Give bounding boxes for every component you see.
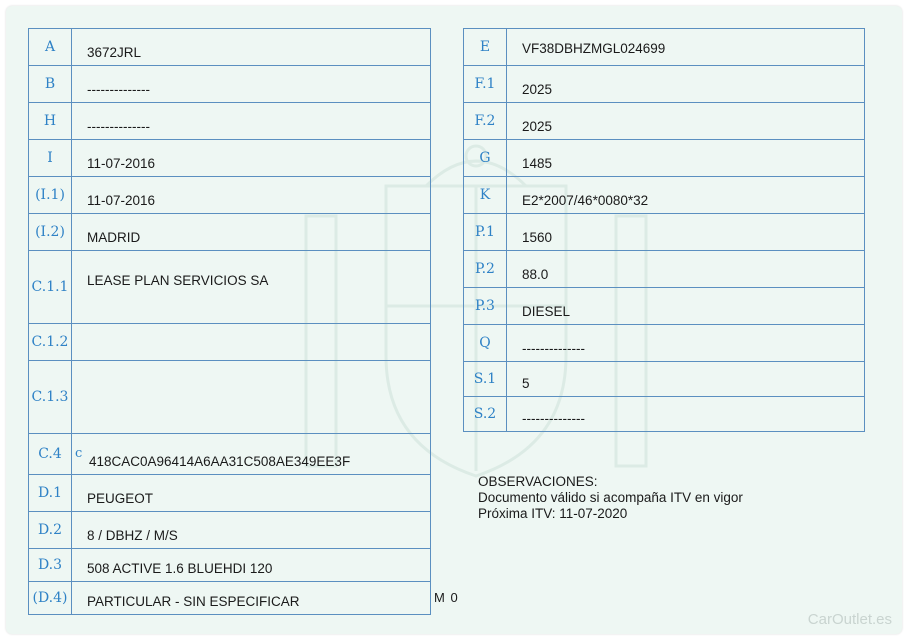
field-value: 508 ACTIVE 1.6 BLUEHDI 120: [87, 561, 273, 576]
field-code: Q: [464, 325, 507, 361]
field-value: 11-07-2016: [87, 193, 156, 208]
field-code: (D.4): [29, 582, 72, 614]
field-value: PEUGEOT: [87, 491, 154, 506]
document-page: [6, 6, 902, 634]
field-value: LEASE PLAN SERVICIOS SA: [87, 273, 269, 288]
field-row-c12: [29, 324, 430, 361]
field-value: DIESEL: [522, 304, 571, 319]
field-row-s1: [464, 362, 864, 397]
field-code: K: [464, 177, 507, 213]
field-code: B: [29, 66, 72, 102]
field-row-p2: [464, 251, 864, 288]
field-row-d2: [29, 512, 430, 549]
field-row-b: [29, 66, 430, 103]
field-value: --------------: [87, 119, 150, 134]
field-value: 2025: [522, 119, 553, 134]
field-code: C.1.1: [29, 251, 72, 323]
field-code: H: [29, 103, 72, 139]
observations-line: Documento válido si acompaña ITV en vigor: [478, 490, 743, 505]
field-value: VF38DBHZMGL024699: [522, 41, 666, 56]
field-code: F.1: [464, 66, 507, 102]
field-code: C.1.3: [29, 361, 72, 433]
field-row-c4: [29, 434, 430, 475]
field-code: D.3: [29, 549, 72, 581]
field-code: P.3: [464, 288, 507, 324]
field-value: 3672JRL: [87, 45, 142, 60]
field-value: 5: [522, 376, 530, 391]
field-code: (I.1): [29, 177, 72, 213]
field-row-c11: [29, 251, 430, 324]
field-value: 1560: [522, 230, 553, 245]
field-code: A: [29, 29, 72, 65]
field-row-i: [29, 140, 430, 177]
field-row-d3: [29, 549, 430, 582]
field-code: E: [464, 29, 507, 65]
field-value: 1485: [522, 156, 553, 171]
watermark-text: CarOutlet.es: [807, 611, 892, 628]
stamp-code: M 0: [434, 590, 459, 605]
field-code: D.1: [29, 475, 72, 511]
field-row-d4: [29, 582, 430, 614]
field-value: 418CAC0A96414A6AA31C508AE349EE3F: [89, 454, 351, 469]
field-value: --------------: [522, 341, 585, 356]
field-value: 11-07-2016: [87, 156, 156, 171]
field-code: S.2: [464, 397, 507, 431]
field-row-c13: [29, 361, 430, 434]
field-code: (I.2): [29, 214, 72, 250]
field-row-h: [29, 103, 430, 140]
field-code: C.1.2: [29, 324, 72, 360]
field-code: D.2: [29, 512, 72, 548]
field-row-k: [464, 177, 864, 214]
field-row-p1: [464, 214, 864, 251]
field-value: PARTICULAR - SIN ESPECIFICAR: [87, 594, 300, 609]
field-row-f1: [464, 66, 864, 103]
field-code: F.2: [464, 103, 507, 139]
field-row-a: [29, 29, 430, 66]
field-prefix: c: [75, 446, 83, 461]
left-field-table: [28, 28, 431, 615]
field-value: --------------: [87, 82, 150, 97]
field-row-q: [464, 325, 864, 362]
field-value: 8 / DBHZ / M/S: [87, 528, 178, 543]
field-code: I: [29, 140, 72, 176]
field-row-f2: [464, 103, 864, 140]
field-row-s2: [464, 397, 864, 431]
observations-block: [478, 474, 743, 522]
field-row-i1: [29, 177, 430, 214]
field-value: --------------: [522, 411, 585, 426]
observations-heading: OBSERVACIONES:: [478, 474, 598, 489]
observations-line: Próxima ITV: 11-07-2020: [478, 506, 628, 521]
field-code: S.1: [464, 362, 507, 396]
field-code: C.4: [29, 434, 72, 474]
field-row-p3: [464, 288, 864, 325]
field-row-g: [464, 140, 864, 177]
field-value: MADRID: [87, 230, 141, 245]
field-value: 88.0: [522, 267, 549, 282]
field-row-i2: [29, 214, 430, 251]
field-row-d1: [29, 475, 430, 512]
field-code: G: [464, 140, 507, 176]
field-code: P.1: [464, 214, 507, 250]
field-row-e: [464, 29, 864, 66]
field-code: P.2: [464, 251, 507, 287]
right-field-table: [463, 28, 865, 432]
field-value: 2025: [522, 82, 553, 97]
field-value: E2*2007/46*0080*32: [522, 193, 649, 208]
